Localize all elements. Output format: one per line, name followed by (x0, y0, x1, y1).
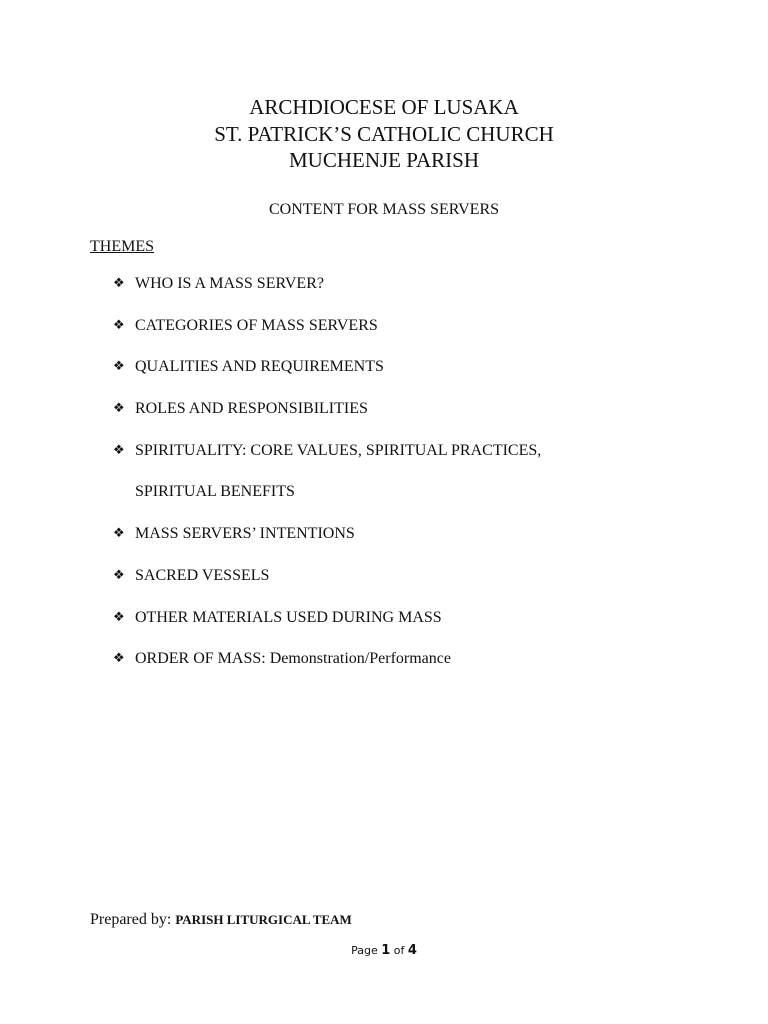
theme-item-text: CATEGORIES OF MASS SERVERS (135, 316, 378, 334)
parish-title: MUCHENJE PARISH (288, 148, 479, 172)
document-subtitle: CONTENT FOR MASS SERVERS (268, 201, 500, 218)
theme-item-text: OTHER MATERIALS USED DURING MASS (135, 608, 442, 626)
themes-list (113, 274, 541, 691)
diamond-bullet-icon: ❖ (113, 651, 125, 667)
archdiocese-title: ARCHDIOCESE OF LUSAKA (249, 95, 519, 119)
theme-list-item (113, 566, 541, 586)
diamond-bullet-icon: ❖ (113, 442, 125, 458)
theme-list-item (113, 441, 541, 503)
theme-list-item (113, 316, 541, 336)
prepared-by-team: PARISH LITURGICAL TEAM (175, 912, 352, 927)
diamond-bullet-icon: ❖ (113, 567, 125, 583)
theme-item-text: ROLES AND RESPONSIBILITIES (135, 400, 368, 418)
of-word: of (393, 944, 405, 957)
theme-list-item (113, 357, 541, 377)
diamond-bullet-icon: ❖ (113, 526, 125, 542)
diamond-bullet-icon: ❖ (113, 317, 125, 333)
diamond-bullet-icon: ❖ (113, 401, 125, 417)
document-header (0, 94, 768, 174)
diamond-bullet-icon: ❖ (113, 359, 125, 375)
theme-list-item (113, 649, 541, 669)
theme-list-item (113, 524, 541, 544)
theme-list-item (113, 274, 541, 294)
diamond-bullet-icon: ❖ (113, 609, 125, 625)
prepared-by-label: Prepared by: (90, 911, 172, 928)
church-title: ST. PATRICK’S CATHOLIC CHURCH (214, 121, 554, 146)
theme-item-text: SPIRITUALITY: CORE VALUES, SPIRITUAL PRACTICES, (135, 441, 542, 459)
themes-heading: THEMES (90, 238, 154, 255)
theme-list-item (113, 399, 541, 419)
theme-item-continuation: SPIRITUAL BENEFITS (135, 483, 295, 501)
theme-item-text: WHO IS A MASS SERVER? (135, 275, 324, 292)
prepared-by (90, 910, 352, 930)
theme-list-item (113, 608, 541, 628)
theme-item-text: MASS SERVERS’ INTENTIONS (135, 525, 355, 543)
theme-item-text: SACRED VESSELS (135, 566, 270, 584)
diamond-bullet-icon: ❖ (113, 276, 125, 291)
page-footer (0, 942, 768, 960)
total-pages-number: 4 (407, 943, 417, 958)
page-word: Page (351, 944, 378, 957)
theme-item-text: QUALITIES AND REQUIREMENTS (135, 358, 384, 376)
theme-item-text: ORDER OF MASS: Demonstration/Performance (135, 650, 451, 668)
current-page-number: 1 (381, 943, 391, 958)
